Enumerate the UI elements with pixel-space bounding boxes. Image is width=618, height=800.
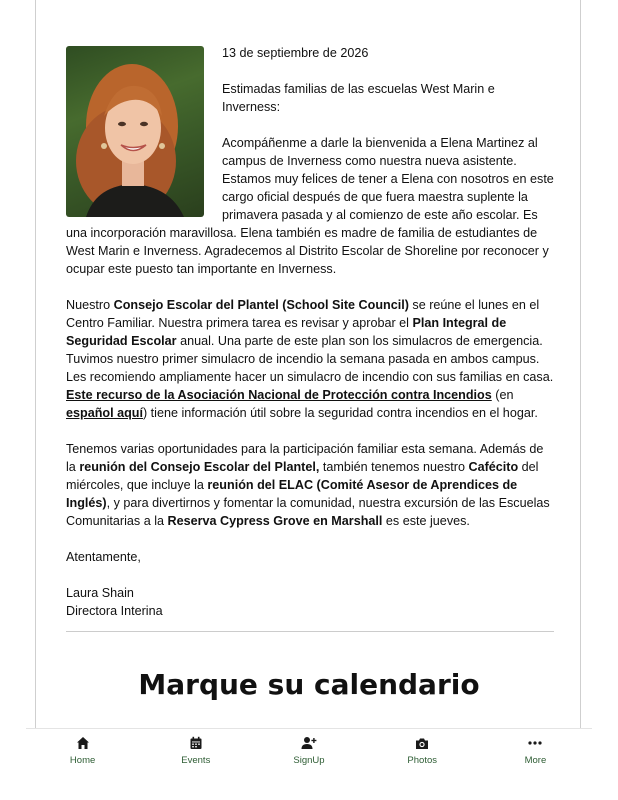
text-segment: también tenemos nuestro bbox=[319, 460, 469, 474]
newsletter-page bbox=[35, 0, 581, 760]
signature-block bbox=[66, 584, 554, 620]
text-segment: , y para divertirnos y fomentar la comunidad, nuestra excursión de las Escuelas Comunitarias a la bbox=[66, 496, 550, 528]
nav-more-label: More bbox=[524, 755, 547, 766]
nav-signup[interactable] bbox=[252, 729, 365, 773]
text-segment: del miércoles, que incluye la bbox=[66, 460, 539, 492]
nav-home[interactable] bbox=[26, 729, 139, 773]
paragraph-events bbox=[66, 440, 554, 530]
section-divider bbox=[66, 631, 554, 632]
bold-cypress-grove: Reserva Cypress Grove en Marshall bbox=[167, 514, 383, 528]
spanish-resource-link[interactable]: español aquí bbox=[66, 406, 143, 420]
calendar-heading: Marque su calendario bbox=[138, 668, 480, 701]
letter-body bbox=[66, 44, 554, 620]
bold-elac-meeting: reunión del ELAC (Comité Asesor de Aprendices de Inglés) bbox=[66, 478, 518, 510]
text-segment: se reúne el lunes en el Centro Familiar. Nuestra primera tarea es revisar y aprobar el bbox=[66, 298, 540, 330]
signer-name: Laura Shain bbox=[66, 586, 134, 600]
more-dots-icon bbox=[527, 735, 543, 751]
paragraph-welcome: Acompáñenme a darle la bienvenida a Elena Martinez al campus de Inverness como nuestra nueva asistente. Estamos muy felices de tener a Elena con nosotros en este cargo oficial después de que fuera maestra suplente la primavera pasada y al comienzo de este año escolar. Es una incorporación maravillosa. Elena también es madre de familia de estudiantes de West Marin e Inverness. Agradecemos al Distrito Escolar de Shoreline por reconocer y ocupar este puesto tan importante en Inverness. bbox=[66, 136, 554, 276]
signer-title: Directora Interina bbox=[66, 604, 163, 618]
letter-date: 13 de septiembre de 2026 bbox=[222, 46, 369, 60]
bold-site-council: Consejo Escolar del Plantel (School Site Council) bbox=[113, 298, 409, 312]
home-icon bbox=[75, 735, 91, 751]
nav-signup-label: SignUp bbox=[293, 755, 325, 766]
bottom-navigation bbox=[26, 728, 592, 773]
nav-photos-label: Photos bbox=[407, 755, 437, 766]
fire-protection-resource-link[interactable]: Este recurso de la Asociación Nacional de Protección contra Incendios bbox=[66, 388, 492, 402]
nav-photos[interactable] bbox=[366, 729, 479, 773]
add-user-icon bbox=[301, 735, 317, 751]
text-segment: Tenemos varias oportunidades para la participación familiar esta semana. Además de la bbox=[66, 442, 544, 474]
camera-icon bbox=[414, 735, 430, 751]
nav-events-label: Events bbox=[181, 755, 211, 766]
text-segment: (en bbox=[491, 388, 514, 402]
text-segment: es este jueves. bbox=[382, 514, 470, 528]
text-segment: ) tiene información útil sobre la seguridad contra incendios en el hogar. bbox=[142, 406, 538, 420]
principal-photo bbox=[66, 46, 204, 217]
text-segment: anual. Una parte de este plan son los simulacros de emergencia. Tuvimos nuestro primer simulacro de incendio la semana pasada en ambos campus. Les recomiendo ampliamente hacer un simulacro de incendio con sus familias en casa. bbox=[66, 334, 554, 384]
bold-cafecito: Cafécito bbox=[468, 460, 519, 474]
nav-events[interactable] bbox=[139, 729, 252, 773]
bold-safety-plan: Plan Integral de Seguridad Escolar bbox=[66, 316, 507, 348]
letter-closing: Atentamente, bbox=[66, 550, 141, 564]
bold-council-meeting: reunión del Consejo Escolar del Plantel, bbox=[79, 460, 320, 474]
text-segment: Nuestro bbox=[66, 298, 114, 312]
nav-more[interactable] bbox=[479, 729, 592, 773]
calendar-icon bbox=[188, 735, 204, 751]
letter-greeting: Estimadas familias de las escuelas West Marin e Inverness: bbox=[222, 82, 495, 114]
paragraph-safety bbox=[66, 296, 554, 422]
nav-home-label: Home bbox=[69, 755, 96, 766]
